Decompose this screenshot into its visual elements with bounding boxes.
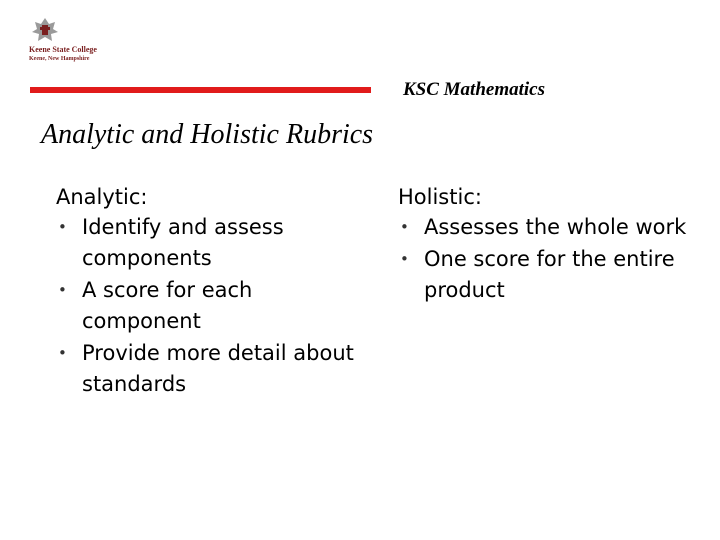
list-item: [56, 338, 356, 400]
holistic-list: [398, 212, 698, 306]
list-item: [398, 244, 698, 306]
analytic-list: [56, 212, 356, 400]
bullet-icon: •: [400, 218, 409, 236]
list-item: [398, 212, 698, 243]
college-logo: [27, 16, 117, 66]
college-seal-icon: [31, 16, 59, 44]
bullet-icon: •: [58, 218, 67, 236]
holistic-column: [398, 182, 698, 307]
list-item-text: Identify and assess components: [82, 215, 284, 270]
bullet-icon: •: [58, 281, 67, 299]
analytic-heading: Analytic:: [56, 185, 148, 209]
bullet-icon: •: [400, 250, 409, 268]
list-item-text: One score for the entire product: [424, 247, 675, 302]
header-rule: [30, 87, 371, 93]
logo-place: Keene, New Hampshire: [29, 56, 90, 62]
bullet-icon: •: [58, 344, 67, 362]
list-item-text: Assesses the whole work: [424, 215, 687, 239]
logo-name: Keene State College: [29, 45, 97, 54]
list-item: [56, 212, 356, 274]
holistic-heading: Holistic:: [398, 185, 482, 209]
brand-label: KSC Mathematics: [403, 79, 545, 100]
analytic-column: [56, 182, 356, 401]
list-item: [56, 275, 356, 337]
list-item-text: Provide more detail about standards: [82, 341, 354, 396]
slide-title: Analytic and Holistic Rubrics: [41, 119, 374, 150]
list-item-text: A score for each component: [82, 278, 253, 333]
